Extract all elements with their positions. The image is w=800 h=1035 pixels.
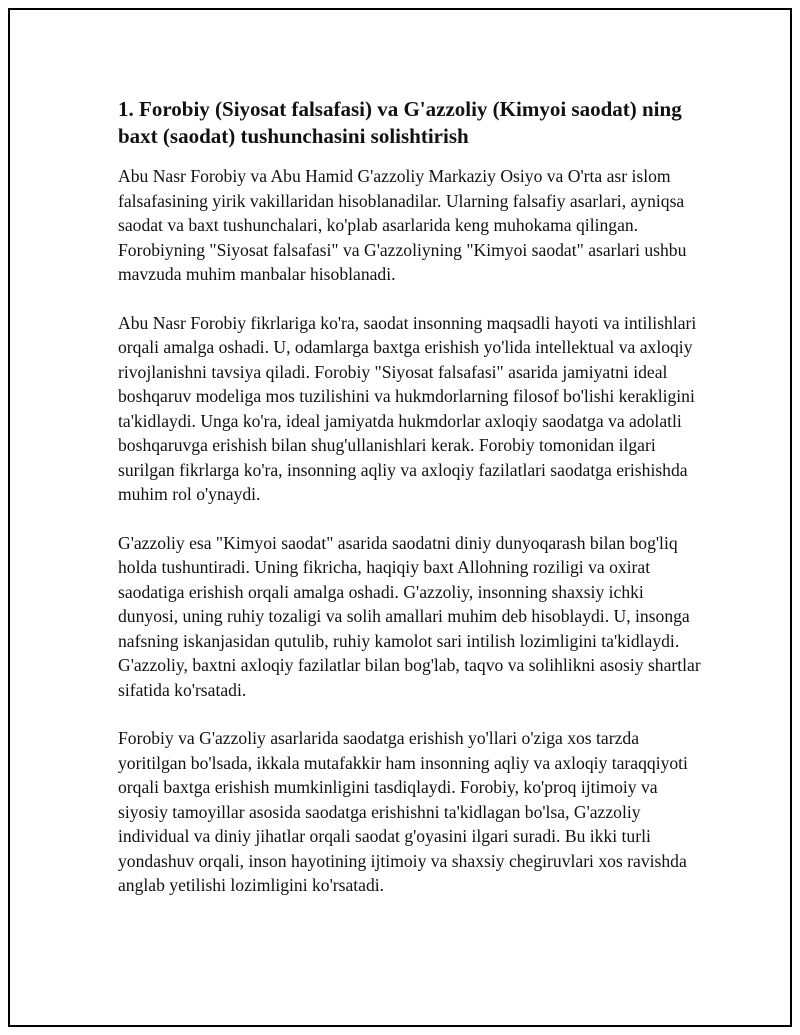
paragraph-4: Forobiy va G'azzoliy asarlarida saodatga erishish yo'llari o'ziga xos tarzda yoritilgan bo'lsada, ikkala mutafakkir ham insonning aqliy va axloqiy taraqqiyoti orqali baxtga erishish mumkinligini tasdiqlaydi. Forobiy, ko'proq ijtimoiy va siyosiy tamoyillar asosida saodatga erishishni ta'kidlagan bo'lsa, G'azzoliy individual va diniy jihatlar orqali saodat g'oyasini ilgari suradi. Bu ikki turli yondashuv orqali, inson hayotining ijtimoiy va shaxsiy chegiruvlari xos ravishda anglab yetilishi lozimligini ko'rsatadi. [118, 728, 688, 895]
page-frame [8, 8, 792, 1027]
paragraph-1: Abu Nasr Forobiy va Abu Hamid G'azzoliy Markaziy Osiyo va O'rta asr islom falsafasining yirik vakillaridan hisoblanadilar. Ularning falsafiy asarlari, ayniqsa saodat va baxt tushunchalari, ko'plab asarlarida keng muhokama qilingan. Forobiyning "Siyosat falsafasi" va G'azzoliyning "Kimyoi saodat" asarlari ushbu mavzuda muhim manbalar hisoblanadi. [118, 166, 687, 284]
paragraph-3: G'azzoliy esa "Kimyoi saodat" asarida saodatni diniy dunyoqarash bilan bog'liq holda tushuntiradi. Uning fikricha, haqiqiy baxt Allohning roziligi va oxirat saodatiga erishish orqali amalga oshadi. G'azzoliy, insonning shaxsiy ichki dunyosi, uning ruhiy tozaligi va solih amallari muhim deb hisoblaydi. U, insonga nafsning iskanjasidan qutulib, ruhiy kamolot sari intilish lozimligini ta'kidlaydi. G'azzoliy, baxtni axloqiy fazilatlar bilan bog'lab, taqvo va solihlikni asosiy shartlar sifatida ko'rsatadi. [118, 532, 701, 700]
document-title: 1. Forobiy (Siyosat falsafasi) va G'azzoliy (Kimyoi saodat) ning baxt (saodat) tushunchasini solishtirish [118, 97, 682, 148]
paragraph-2: Abu Nasr Forobiy fikrlariga ko'ra, saodat insonning maqsadli hayoti va intilishlari orqali amalga oshadi. U, odamlarga baxtga erishish yo'lida intellektual va axloqiy rivojlanishni tavsiya qiladi. Forobiy "Siyosat falsafasi" asarida jamiyatni ideal boshqaruv modeliga mos tuzilishini va hukmdorlarning filosof bo'lishi kerakligini ta'kidlaydi. Unga ko'ra, ideal jamiyatda hukmdorlar axloqiy saodatga va adolatli boshqaruvga erishish bilan shug'ullanishlari kerak. Forobiy tomonidan ilgari surilgan fikrlarga ko'ra, insonning aqliy va axloqiy fazilatlari saodatga erishishda muhim rol o'ynaydi. [118, 312, 697, 504]
document-body [118, 96, 708, 922]
